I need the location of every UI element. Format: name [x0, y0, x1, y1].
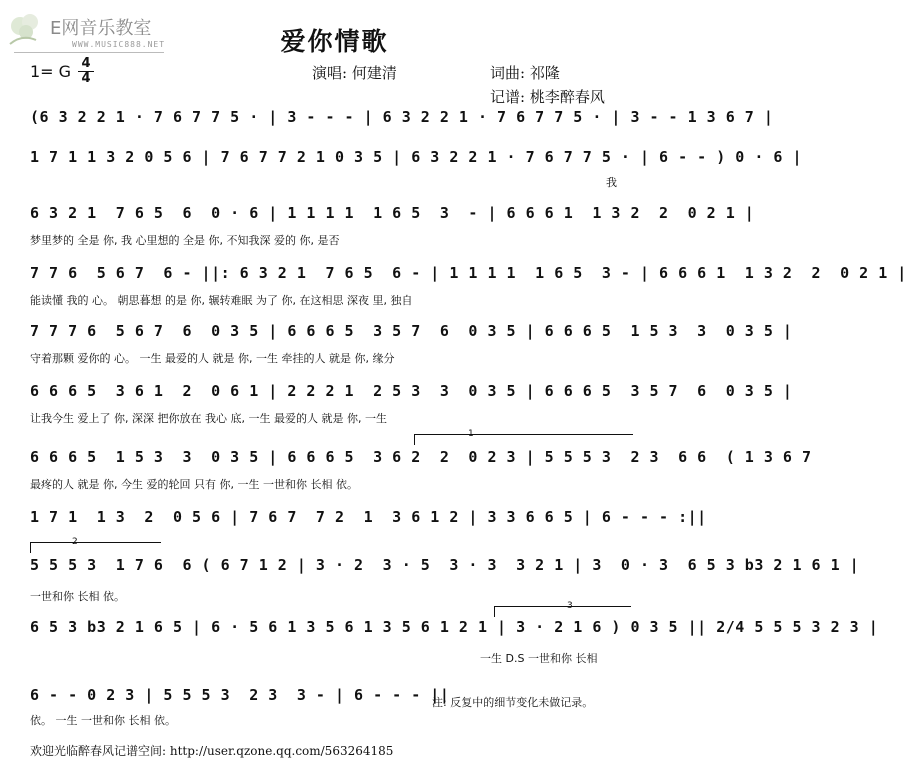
notation: 6 5 3 b3 2 1 6 5 | 6 · 5 6 1 3 5 6 1 3 5 6 1 2 1 | 3 · 2 1 6 ) 0 3 5 || 2/4 5 5 5 3 2 3 |: [30, 618, 879, 636]
song-title: 爱你情歌: [280, 27, 389, 56]
lyrics: 一世和你 长相 依。: [30, 590, 125, 603]
volta-1-bracket: [414, 434, 633, 445]
key-signature: 1= G: [30, 62, 72, 81]
notation: 6 3 2 1 7 6 5 6 0 · 6 | 1 1 1 1 1 6 5 3 - | 6 6 6 1 1 3 2 2 0 2 1 |: [30, 204, 755, 222]
notation: 5 5 5 3 1 7 6 6 ( 6 7 1 2 | 3 · 2 3 · 5 3 · 3 3 2 1 | 3 0 · 3 6 5 3 b3 2 1 6 1 |: [30, 556, 860, 574]
notation: 7 7 7 6 5 6 7 6 0 3 5 | 6 6 6 5 3 5 7 6 0 3 5 | 6 6 6 5 1 5 3 3 0 3 5 |: [30, 322, 793, 340]
volta-2-bracket: [30, 542, 161, 553]
singer-credit: 演唱: 何建清: [312, 64, 397, 82]
transcriber-credit: 记谱: 桃李醉春风: [490, 88, 605, 106]
volta-2-number: 2: [72, 537, 78, 547]
notation: 7 7 6 5 6 7 6 - ||: 6 3 2 1 7 6 5 6 - | 1 1 1 1 1 6 5 3 - | 6 6 6 1 1 3 2 2 0 2 1 |: [30, 264, 907, 282]
volta-1-number: 1: [468, 429, 474, 439]
lyrics: 最疼的人 就是 你, 今生 爱的轮回 只有 你, 一生 一世和你 长相 依。: [30, 478, 358, 491]
notation: 6 6 6 5 3 6 1 2 0 6 1 | 2 2 2 1 2 5 3 3 0 3 5 | 6 6 6 5 3 5 7 6 0 3 5 |: [30, 382, 793, 400]
notation: (6 3 2 2 1 · 7 6 7 7 5 · | 3 - - - | 6 3 2 2 1 · 7 6 7 7 5 · | 3 - - 1 3 6 7 |: [30, 108, 774, 126]
notation: 6 6 6 5 1 5 3 3 0 3 5 | 6 6 6 5 3 6 2 2 0 2 3 | 5 5 5 3 2 3 6 6 ( 1 3 6 7: [30, 448, 812, 466]
time-top: 4: [81, 56, 91, 71]
time-signature: [78, 58, 94, 85]
notation: 6 - - 0 2 3 | 5 5 5 3 2 3 3 - | 6 - - - ||: [30, 686, 450, 704]
composer-credit: 词曲: 祁隆: [490, 64, 560, 82]
footer-text: 欢迎光临醉春风记谱空间: http://user.qzone.qq.com/563264185: [30, 744, 394, 758]
lyrics: 一生 D.S 一世和你 长相: [480, 652, 598, 665]
lyrics: 让我今生 爱上了 你, 深深 把你放在 我心 底, 一生 最爱的人 就是 你, 一生: [30, 412, 387, 425]
logo-text: E网音乐教室: [50, 18, 152, 39]
notation: 1 7 1 1 3 2 0 5 6 | 7 6 7 7 2 1 3 6 1 2 | 3 3 6 6 5 | 6 - - - :||: [30, 508, 707, 526]
lyrics: 我: [606, 176, 617, 189]
lyrics: 梦里梦的 全是 你, 我 心里想的 全是 你, 不知我深 爱的 你, 是否: [30, 234, 340, 247]
notation: 1 7 1 1 3 2 0 5 6 | 7 6 7 7 2 1 0 3 5 | 6 3 2 2 1 · 7 6 7 7 5 · | 6 - - ) 0 · 6 |: [30, 148, 802, 166]
coda-number: 3: [567, 601, 573, 611]
lyrics: 能读懂 我的 心。 朝思暮想 的是 你, 辗转难眠 为了 你, 在这相思 深夜 里, 独自: [30, 294, 413, 307]
time-bottom: 4: [81, 71, 91, 86]
coda-bracket: [494, 606, 631, 617]
lyrics: 守着那颗 爱你的 心。 一生 最爱的人 就是 你, 一生 牵挂的人 就是 你, 缘分: [30, 352, 395, 365]
lyrics: 依。 一生 一世和你 长相 依。: [30, 714, 176, 727]
transcription-note: 注: 反复中的细节变化未做记录。: [432, 696, 594, 709]
logo-url: WWW.MUSIC888.NET: [72, 40, 166, 49]
